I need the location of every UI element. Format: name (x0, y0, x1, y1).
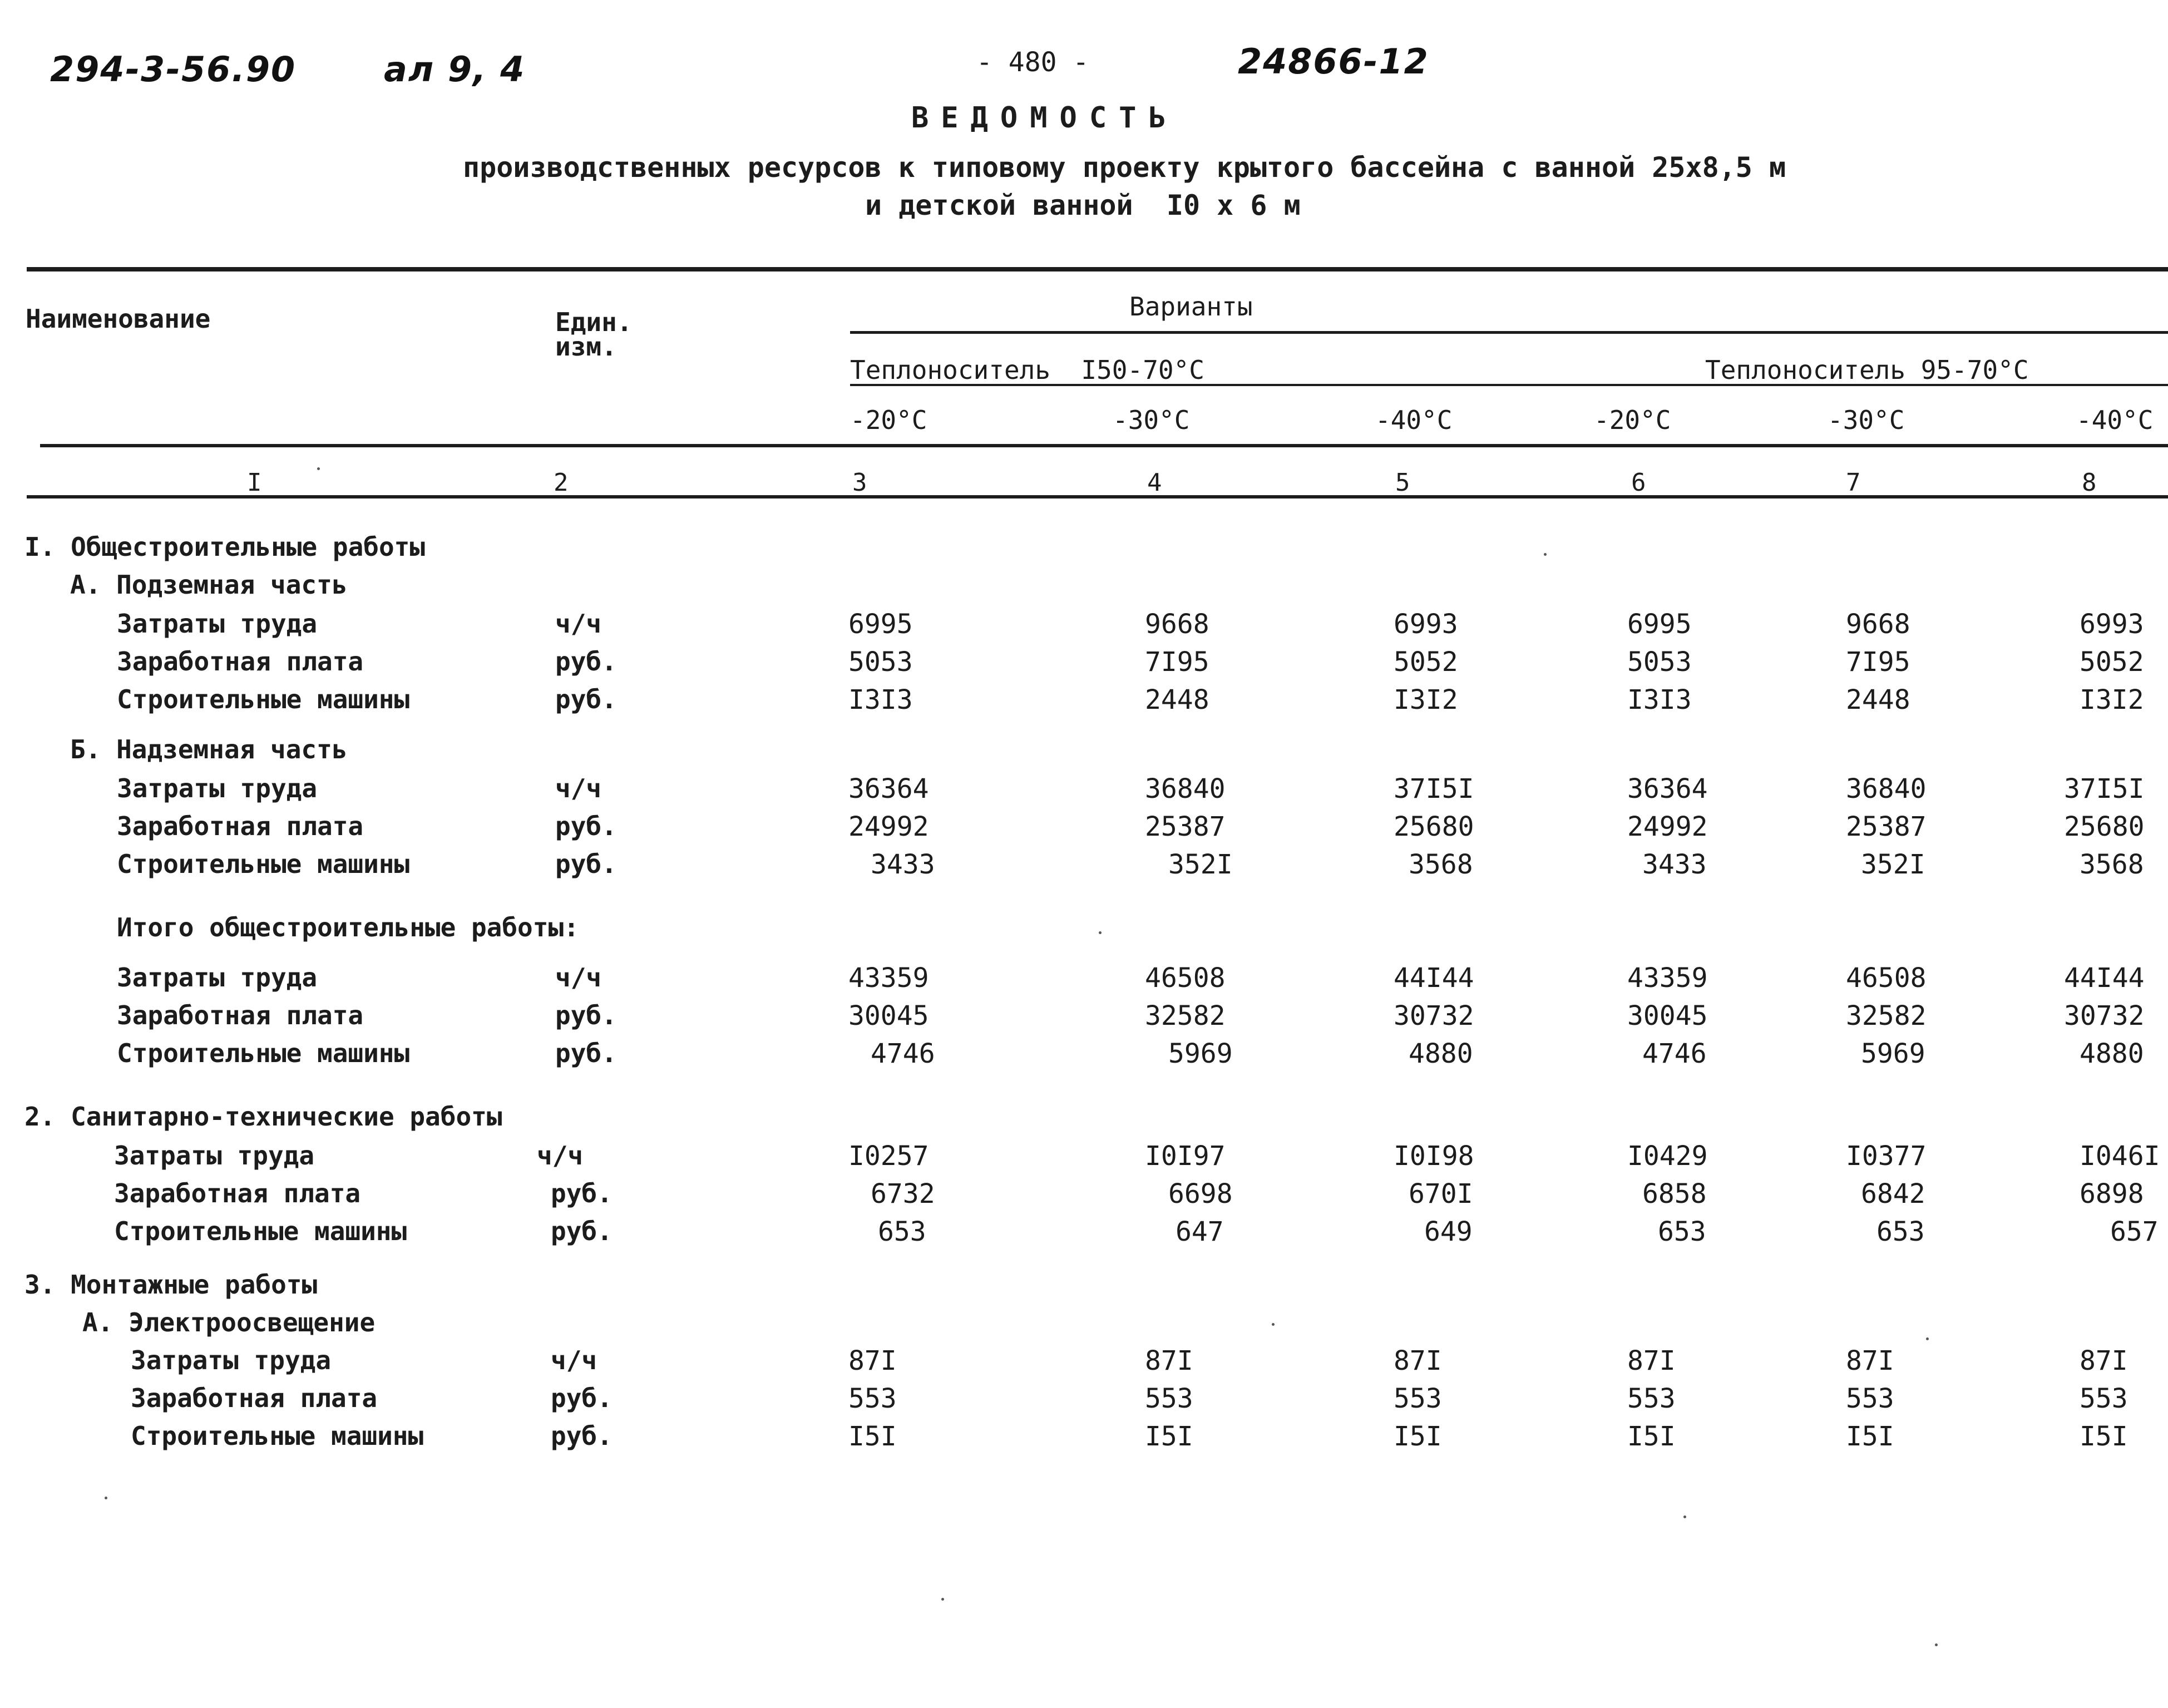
cell-col6: 24992 (1627, 811, 1708, 842)
row-label: Заработная плата (117, 646, 364, 677)
row-unit: руб. (555, 1000, 617, 1030)
table-row (0, 1000, 2168, 1035)
cell-col8: I5I (2080, 1421, 2128, 1452)
header-temp-col8: -40°С (2076, 405, 2154, 435)
cell-col4: 46508 (1145, 962, 1226, 994)
table-row (0, 773, 2168, 808)
cell-col8: 25680 (2064, 811, 2145, 842)
cell-col8: 30732 (2064, 1000, 2145, 1031)
cell-col5: 25680 (1394, 811, 1474, 842)
header-variants: Варианты (1129, 292, 1253, 322)
cell-col8: 4880 (2080, 1038, 2144, 1069)
header-bottom-rule (40, 444, 2168, 447)
cell-col3: 3433 (871, 849, 935, 880)
cell-col6: 6858 (1642, 1178, 1707, 1210)
cell-col4: 7I95 (1145, 646, 1209, 678)
cell-col3: 553 (848, 1383, 897, 1414)
cell-col8: 5052 (2080, 646, 2144, 678)
cell-col8: 87I (2080, 1345, 2128, 1376)
row-label: Затраты труда (131, 1345, 332, 1375)
handwritten-project-code: 294-3-56.90 (50, 49, 297, 90)
header-temp-col5: -40°С (1375, 405, 1453, 435)
column-number-3: 3 (852, 468, 867, 497)
table-row (0, 1345, 2168, 1380)
cell-col4: 2448 (1145, 684, 1209, 715)
cell-col6: 43359 (1627, 962, 1708, 994)
header-unit-line1: Един. (555, 307, 633, 337)
cell-col7: 32582 (1846, 1000, 1927, 1031)
row-unit: руб. (555, 646, 617, 677)
variants-rule (850, 331, 2168, 334)
header-coolant-150-70: Теплоноситель I50-70°С (850, 355, 1204, 385)
cell-col3: 30045 (848, 1000, 929, 1031)
cell-col3: 24992 (848, 811, 929, 842)
cell-col4: 352I (1168, 849, 1233, 880)
cell-col5: 670I (1409, 1178, 1473, 1210)
cell-col7: 553 (1846, 1383, 1894, 1414)
cell-col7: 7I95 (1846, 646, 1910, 678)
cell-col6: 5053 (1627, 646, 1692, 678)
table-top-rule (27, 267, 2168, 271)
cell-col6: 553 (1627, 1383, 1676, 1414)
table-row (0, 684, 2168, 719)
row-label: Затраты труда (117, 962, 318, 993)
row-unit: руб. (551, 1216, 613, 1246)
scan-speck (1099, 931, 1102, 934)
header-temp-col7: -30°С (1828, 405, 1905, 435)
cell-col7: I0377 (1846, 1141, 1927, 1172)
row-label: Затраты труда (117, 609, 318, 639)
scan-speck (1926, 1337, 1929, 1340)
cell-col3: 4746 (871, 1038, 935, 1069)
cell-col8: 657 (2110, 1216, 2159, 1247)
cell-col4: 6698 (1168, 1178, 1233, 1210)
row-label: Затраты труда (117, 773, 318, 803)
table-row (0, 849, 2168, 883)
cell-col5: 87I (1394, 1345, 1442, 1376)
row-unit: ч/ч (555, 773, 602, 803)
row-unit: ч/ч (555, 609, 602, 639)
cell-col7: 653 (1876, 1216, 1925, 1247)
cell-col6: 3433 (1642, 849, 1707, 880)
cell-col7: 87I (1846, 1345, 1894, 1376)
handwritten-album-number: ал 9, 4 (384, 49, 526, 90)
group-title: Итого общестроительные работы: (117, 912, 579, 942)
cell-col5: I3I2 (1394, 684, 1458, 715)
column-number-7: 7 (1846, 468, 1861, 497)
header-temp-col3: -20°С (850, 405, 927, 435)
cell-col4: 9668 (1145, 609, 1209, 640)
cell-col7: 6842 (1861, 1178, 1925, 1210)
cell-col6: 4746 (1642, 1038, 1707, 1069)
document-subtitle-line1: производственных ресурсов к типовому проекту крытого бассейна с ванной 25х8,5 м (463, 151, 1786, 184)
cell-col5: 5052 (1394, 646, 1458, 678)
cell-col6: 87I (1627, 1345, 1676, 1376)
cell-col4: 36840 (1145, 773, 1226, 804)
column-number-1: I (247, 468, 262, 497)
scan-speck (317, 467, 320, 470)
table-row (0, 1038, 2168, 1073)
row-unit: руб. (551, 1383, 613, 1413)
table-row (0, 1178, 2168, 1213)
cell-col5: 44I44 (1394, 962, 1474, 994)
header-temp-col6: -20°С (1594, 405, 1671, 435)
cell-col4: I0I97 (1145, 1141, 1226, 1172)
row-label: Заработная плата (117, 1000, 364, 1030)
section-title: I. Общестроительные работы (24, 532, 426, 562)
document-title: ВЕДОМОСТЬ (911, 101, 1178, 135)
row-unit: руб. (555, 811, 617, 841)
cell-col7: 36840 (1846, 773, 1927, 804)
header-coolant-95-70: Теплоноситель 95-70°С (1705, 355, 2029, 385)
row-label: Строительные машины (131, 1421, 424, 1451)
row-label: Заработная плата (114, 1178, 361, 1208)
group-title: А. Электроосвещение (82, 1307, 376, 1337)
header-name: Наименование (26, 304, 211, 334)
column-number-6: 6 (1631, 468, 1646, 497)
cell-col6: I3I3 (1627, 684, 1692, 715)
cell-col4: 5969 (1168, 1038, 1233, 1069)
column-number-4: 4 (1147, 468, 1162, 497)
column-number-2: 2 (554, 468, 569, 497)
row-unit: руб. (555, 1038, 617, 1068)
row-unit: ч/ч (551, 1345, 597, 1375)
cell-col8: I3I2 (2080, 684, 2144, 715)
row-unit: руб. (551, 1178, 613, 1208)
cell-col8: 553 (2080, 1383, 2128, 1414)
cell-col3: 6732 (871, 1178, 935, 1210)
cell-col4: I5I (1145, 1421, 1193, 1452)
row-unit: руб. (551, 1421, 613, 1451)
cell-col5: 649 (1424, 1216, 1473, 1247)
row-label: Заработная плата (131, 1383, 378, 1413)
cell-col4: 87I (1145, 1345, 1193, 1376)
cell-col3: I0257 (848, 1141, 929, 1172)
cell-col5: 30732 (1394, 1000, 1474, 1031)
cell-col5: 4880 (1409, 1038, 1473, 1069)
cell-col3: 43359 (848, 962, 929, 994)
row-unit: ч/ч (537, 1141, 584, 1171)
row-label: Строительные машины (114, 1216, 407, 1246)
handwritten-inventory-number: 24866-12 (1238, 41, 1429, 82)
header-temp-col4: -30°С (1113, 405, 1190, 435)
row-label: Строительные машины (117, 684, 410, 714)
cell-col7: 9668 (1846, 609, 1910, 640)
table-row (0, 811, 2168, 846)
cell-col3: 653 (878, 1216, 926, 1247)
section-title: 3. Монтажные работы (24, 1270, 318, 1300)
cell-col5: 553 (1394, 1383, 1442, 1414)
scan-speck (1683, 1516, 1686, 1518)
cell-col6: 6995 (1627, 609, 1692, 640)
cell-col5: 37I5I (1394, 773, 1474, 804)
cell-col3: I5I (848, 1421, 897, 1452)
group-title: Б. Надземная часть (70, 734, 348, 764)
scan-speck (1544, 553, 1547, 556)
document-subtitle-line2: и детской ванной I0 х 6 м (865, 189, 1301, 221)
table-row (0, 962, 2168, 997)
row-unit: руб. (555, 849, 617, 879)
cell-col5: 3568 (1409, 849, 1473, 880)
cell-col7: 46508 (1846, 962, 1927, 994)
cell-col3: I3I3 (848, 684, 913, 715)
scan-speck (1272, 1323, 1275, 1326)
cell-col6: 30045 (1627, 1000, 1708, 1031)
row-label: Строительные машины (117, 1038, 410, 1068)
cell-col6: 36364 (1627, 773, 1708, 804)
cell-col6: 653 (1658, 1216, 1706, 1247)
cell-col3: 5053 (848, 646, 913, 678)
row-unit: руб. (555, 684, 617, 714)
cell-col7: 2448 (1846, 684, 1910, 715)
cell-col3: 6995 (848, 609, 913, 640)
cell-col4: 25387 (1145, 811, 1226, 842)
cell-col4: 553 (1145, 1383, 1193, 1414)
cell-col3: 36364 (848, 773, 929, 804)
table-row (0, 646, 2168, 681)
row-label: Заработная плата (117, 811, 364, 841)
cell-col8: 44I44 (2064, 962, 2145, 994)
table-row (0, 1141, 2168, 1175)
cell-col7: 5969 (1861, 1038, 1925, 1069)
cell-col7: 352I (1861, 849, 1925, 880)
scan-speck (105, 1497, 107, 1499)
group-title: А. Подземная часть (70, 570, 348, 600)
cell-col4: 647 (1176, 1216, 1224, 1247)
scan-speck (1935, 1643, 1938, 1646)
cell-col8: 6898 (2080, 1178, 2144, 1210)
table-row (0, 1383, 2168, 1418)
cell-col5: 6993 (1394, 609, 1458, 640)
table-row (0, 609, 2168, 643)
cell-col8: 3568 (2080, 849, 2144, 880)
page-number: - 480 - (976, 47, 1089, 78)
column-number-8: 8 (2082, 468, 2097, 497)
cell-col7: 25387 (1846, 811, 1927, 842)
cell-col5: I0I98 (1394, 1141, 1474, 1172)
cell-col6: I0429 (1627, 1141, 1708, 1172)
table-row (0, 1216, 2168, 1251)
table-row (0, 1421, 2168, 1455)
section-title: 2. Санитарно-технические работы (24, 1102, 502, 1132)
cell-col8: 37I5I (2064, 773, 2145, 804)
column-number-5: 5 (1395, 468, 1410, 497)
cell-col8: I046I (2080, 1141, 2160, 1172)
row-label: Строительные машины (117, 849, 410, 879)
cell-col4: 32582 (1145, 1000, 1226, 1031)
row-label: Затраты труда (114, 1141, 315, 1171)
cell-col5: I5I (1394, 1421, 1442, 1452)
row-unit: ч/ч (555, 962, 602, 993)
cell-col8: 6993 (2080, 609, 2144, 640)
cell-col3: 87I (848, 1345, 897, 1376)
header-unit-line2: изм. (555, 332, 617, 362)
cell-col7: I5I (1846, 1421, 1894, 1452)
cell-col6: I5I (1627, 1421, 1676, 1452)
scan-speck (941, 1598, 944, 1601)
